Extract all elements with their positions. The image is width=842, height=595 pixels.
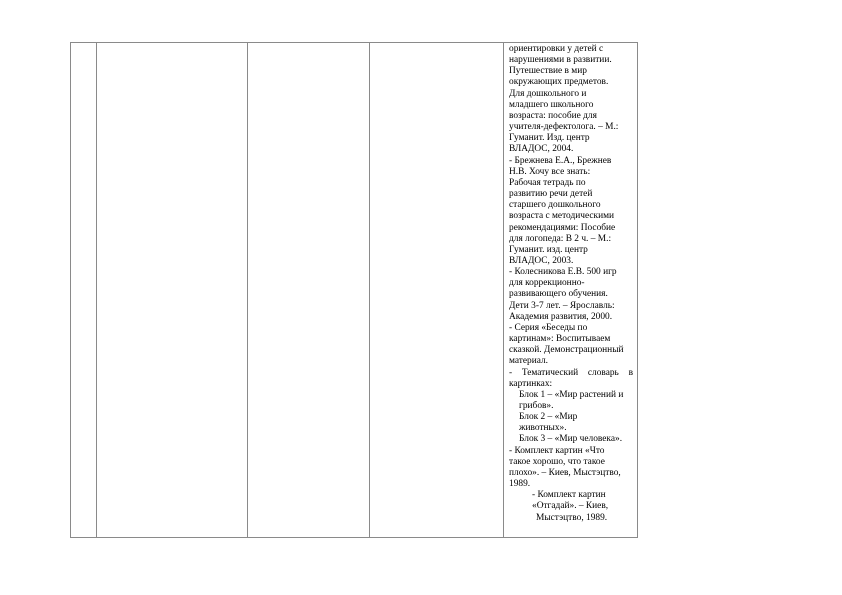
table-cell-topic [97,43,248,538]
literature-line: Н.В. Хочу все знать: [509,166,591,177]
literature-line: ВЛАДОС, 2003. [509,255,574,266]
literature-line: ВЛАДОС, 2004. [509,144,574,155]
literature-line: 1989. [509,479,531,490]
table-cell-content [370,43,504,538]
table-row [71,43,638,538]
literature-line: такое хорошо, что такое [509,456,605,467]
literature-line: рекомендациями: Пособие [509,222,616,233]
literature-line: Для дошкольного и [509,88,587,99]
literature-line: животных». [519,423,567,434]
table-cell-number [71,43,97,538]
literature-line: материал. [509,356,549,367]
literature-line: Гуманит. Изд. центр [509,133,590,144]
literature-line: развивающего обучения. [509,289,608,300]
literature-line: сказкой. Демонстрационный [509,345,624,356]
literature-line: младшего школьного [509,99,594,110]
literature-line: грибов». [519,401,554,411]
literature-line: Блок 2 – «Мир [519,412,578,423]
literature-line: развитию речи детей [509,189,593,200]
literature-line: Академия развития, 2000. [509,311,613,322]
literature-line: - Серия «Беседы по [509,322,588,333]
literature-line: ориентировки у детей с [509,44,604,54]
literature-line: возраста: пособие для [509,110,597,121]
literature-line: Гуманит. изд. центр [509,244,588,255]
literature-line: окружающих предметов. [509,77,609,88]
literature-line: Рабочая тетрадь по [509,177,586,188]
literature-line: Дети 3-7 лет. – Ярославль: [509,300,615,311]
literature-line: Блок 1 – «Мир растений и [519,389,624,400]
literature-line: учителя-дефектолога. – М.: [509,122,619,133]
literature-line: - Комплект картин [532,490,606,501]
literature-line: Мыстэцтво, 1989. [536,512,608,523]
literature-line: плохо». – Киев, Мыстэцтво, [509,467,621,478]
literature-line: - Тематический словарь в [509,367,633,378]
literature-line: - Брежнева Е.А., Брежнев [509,155,612,166]
literature-line: «Отгадай». – Киев, [532,501,609,512]
literature-line: для коррекционно- [509,278,585,289]
literature-line: картинках: [509,378,553,389]
literature-list [504,43,637,524]
literature-line: - Комплект картин «Что [509,445,605,456]
literature-line: Путешествие в мир [509,66,587,77]
literature-line: - Колесникова Е.В. 500 игр [509,267,617,278]
literature-line: нарушениями в развитии. [509,55,612,66]
table-cell-goals [248,43,370,538]
curriculum-table [70,42,638,538]
literature-line: старшего дошкольного [509,200,601,211]
table-cell-literature [504,43,638,538]
literature-line: картинам»: Воспитываем [509,334,611,345]
literature-line: Блок 3 – «Мир человека». [519,434,623,445]
literature-line: возраста с методическими [509,211,615,222]
literature-line: для логопеда: В 2 ч. – М.: [509,233,612,244]
